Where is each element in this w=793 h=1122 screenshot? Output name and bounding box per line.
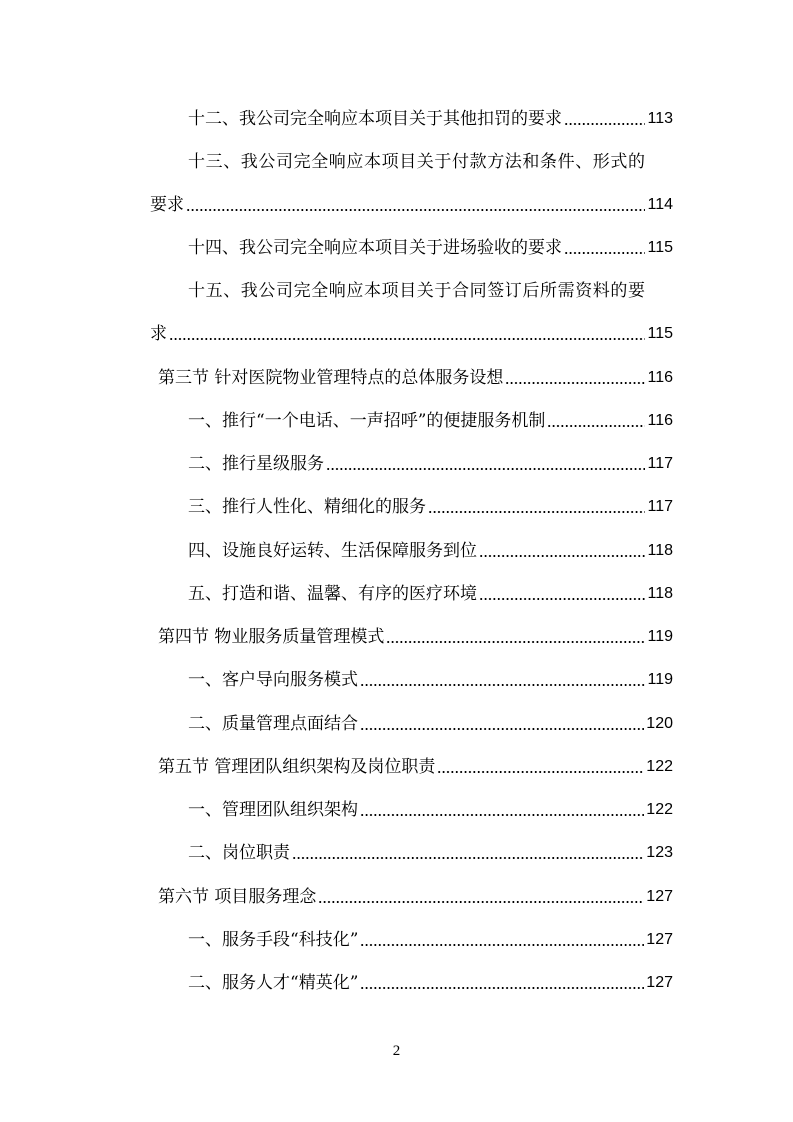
toc-entry-title: 第五节 管理团队组织架构及岗位职责 [158, 757, 436, 777]
toc-entry-page: 127 [646, 974, 673, 991]
toc-entry-page: 117 [647, 455, 673, 472]
toc-entry-title: 一、管理团队组织架构 [188, 800, 358, 820]
dot-leader [360, 813, 644, 817]
toc-section-entry[interactable] [150, 748, 673, 778]
dot-leader [169, 337, 645, 341]
toc-entry[interactable] [150, 921, 673, 951]
page-number: 2 [392, 1043, 401, 1059]
toc-entry-page: 119 [647, 671, 673, 688]
toc-entry[interactable] [150, 488, 673, 518]
dot-leader [326, 467, 645, 471]
toc-entry-title: 四、设施良好运转、生活保障服务到位 [188, 541, 477, 561]
toc-section-entry[interactable] [150, 359, 673, 389]
toc-entry[interactable] [150, 143, 673, 173]
toc-entry-page: 120 [646, 715, 673, 732]
toc-entry[interactable] [150, 402, 673, 432]
dot-leader [360, 683, 645, 687]
toc-entry[interactable] [150, 834, 673, 864]
toc-entry-page: 113 [647, 110, 673, 127]
toc-section-entry[interactable] [150, 878, 673, 908]
toc-entry-page: 122 [646, 801, 673, 818]
toc-entry[interactable] [150, 791, 673, 821]
toc-entry-title: 求 [150, 324, 167, 344]
dot-leader [292, 856, 644, 860]
toc-entry-title: 十五、我公司完全响应本项目关于合同签订后所需资料的要 [188, 281, 646, 301]
toc-entry-page: 116 [647, 369, 673, 386]
toc-entry-page: 114 [647, 196, 673, 213]
dot-leader [186, 208, 645, 212]
dot-leader [479, 597, 645, 601]
toc-entry-title: 一、推行“一个电话、一声招呼”的便捷服务机制 [188, 411, 546, 431]
toc-entry-title: 三、推行人性化、精细化的服务 [188, 497, 426, 517]
dot-leader [437, 770, 644, 774]
toc-entry-continuation[interactable] [150, 186, 673, 216]
toc-entry-page: 122 [646, 758, 673, 775]
toc-entry-title: 十二、我公司完全响应本项目关于其他扣罚的要求 [188, 109, 562, 129]
toc-entry-continuation[interactable] [150, 315, 673, 345]
toc-entry-page: 118 [647, 585, 673, 602]
dot-leader [360, 943, 644, 947]
toc-entry-title: 第四节 物业服务质量管理模式 [158, 627, 385, 647]
toc-entry-title: 一、服务手段“科技化” [188, 930, 359, 950]
toc-entry[interactable] [150, 445, 673, 475]
toc-entry-title: 要求 [150, 195, 184, 215]
toc-section-entry[interactable] [150, 618, 673, 648]
toc-entry-page: 116 [647, 412, 673, 429]
toc-entry[interactable] [150, 661, 673, 691]
toc-entry[interactable] [150, 100, 673, 130]
toc-entry-page: 117 [647, 498, 673, 515]
toc-entry-page: 118 [647, 542, 673, 559]
toc-entry[interactable] [150, 964, 673, 994]
dot-leader [318, 900, 644, 904]
dot-leader [360, 986, 644, 990]
toc-entry-page: 119 [647, 628, 673, 645]
toc-entry[interactable] [150, 532, 673, 562]
toc-entry-page: 127 [646, 931, 673, 948]
dot-leader [505, 381, 645, 385]
toc-entry[interactable] [150, 705, 673, 735]
toc-entry-title: 二、质量管理点面结合 [188, 714, 358, 734]
toc-entry-title: 二、岗位职责 [188, 843, 290, 863]
dot-leader [479, 554, 645, 558]
toc-entry-page: 115 [647, 239, 673, 256]
dot-leader [564, 251, 645, 255]
toc-entry-title: 十四、我公司完全响应本项目关于进场验收的要求 [188, 238, 562, 258]
toc-entry-title: 二、服务人才“精英化” [188, 973, 359, 993]
toc-entry-title: 第三节 针对医院物业管理特点的总体服务设想 [158, 368, 504, 388]
toc-entry-page: 115 [647, 325, 673, 342]
toc-entry-title: 五、打造和谐、温馨、有序的医疗环境 [188, 584, 477, 604]
dot-leader [428, 510, 645, 514]
dot-leader [360, 727, 644, 731]
toc-entry-title: 第六节 项目服务理念 [158, 887, 317, 907]
toc-entry-page: 127 [646, 888, 673, 905]
toc-entry-page: 123 [646, 844, 673, 861]
toc-entry-title: 一、客户导向服务模式 [188, 670, 358, 690]
toc-entry[interactable] [150, 229, 673, 259]
toc-entry-title: 十三、我公司完全响应本项目关于付款方法和条件、形式的 [188, 152, 646, 172]
toc-entry[interactable] [150, 272, 673, 302]
toc-entry-title: 二、推行星级服务 [188, 454, 324, 474]
toc-entry[interactable] [150, 575, 673, 605]
dot-leader [564, 122, 645, 126]
dot-leader [547, 424, 645, 428]
dot-leader [386, 640, 645, 644]
